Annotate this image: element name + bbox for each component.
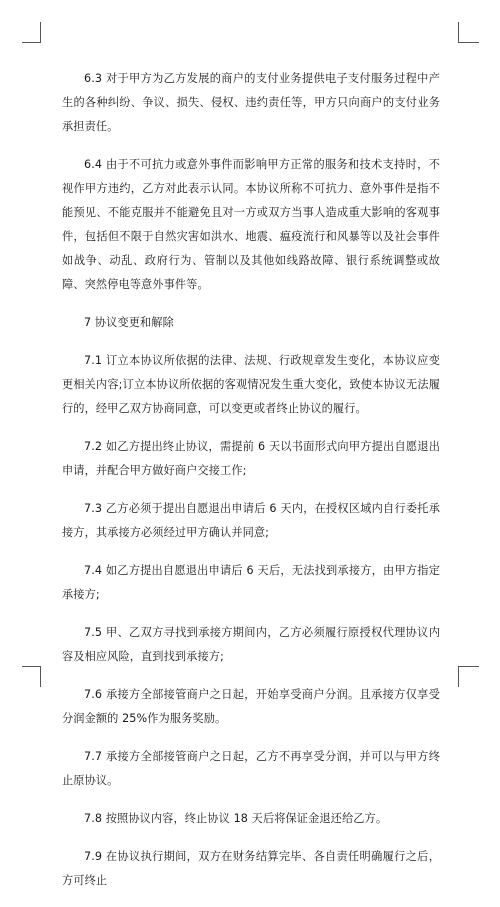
section-7-heading: 7 协议变更和解除 [84,316,174,329]
clause-7-7: 7.7 承接方全部接管商户之日起，乙方不再享受分润，并可以与甲方终止原协议。 [62,750,440,787]
document-body [62,67,440,907]
clause-7-4: 7.4 如乙方提出自愿退出申请后 6 天后，无法找到承接方，由甲方指定承接方; [62,564,440,601]
clause-7-6: 7.6 承接方全部接管商户之日起，开始享受商户分润。且承接方仅享受分润金额的 25%作为服务奖励。 [62,688,440,725]
clause-7-2: 7.2 如乙方提出终止协议，需提前 6 天以书面形式向甲方提出自愿退出申请，并配合甲方做好商户交接工作; [62,440,440,477]
clause-6-3: 6.3 对于甲方为乙方发展的商户的支付业务提供电子支付服务过程中产生的各种纠纷、争议、损失、侵权、违约责任等，甲方只向商户的支付业务承担责任。 [62,72,440,133]
crop-mark-bottom-right [458,666,479,687]
clause-6-4: 6.4 由于不可抗力或意外事件而影响甲方正常的服务和技术支持时，不视作甲方违约，乙方对此表示认同。本协议所称不可抗力、意外事件是指不能预见、不能克服并不能避免且对一方或双方当事人造成重大影响的客观事件，包括但不限于自然灾害如洪水、地震、瘟疫流行和风暴等以及社会事件如战争、动乱、政府行为、管制以及其他如线路故障、银行系统调整或故障、突然停电等意外事件等。 [62,158,440,291]
clause-7-9: 7.9 在协议执行期间，双方在财务结算完毕、各自责任明确履行之后，方可终止 [62,850,440,887]
clause-7-8: 7.8 按照协议内容，终止协议 18 天后将保证金退还给乙方。 [84,812,388,825]
crop-mark-bottom-left [22,666,41,687]
crop-mark-top-right [458,22,479,43]
clause-7-3: 7.3 乙方必须于提出自愿退出申请后 6 天内，在授权区域内自行委托承接方，其承接方必须经过甲方确认并同意; [62,502,440,539]
clause-7-5: 7.5 甲、乙双方寻找到承接方期间内，乙方必须履行原授权代理协议内容及相应风险，直到找到承接方; [62,626,440,663]
clause-7-1: 7.1 订立本协议所依据的法律、法规、行政规章发生变化，本协议应变更相关内容;订立本协议所依据的客观情况发生重大变化，致使本协议无法履行的，经甲乙双方协商同意，可以变更或者终止协议的履行。 [62,354,440,415]
crop-mark-top-left [22,22,41,43]
